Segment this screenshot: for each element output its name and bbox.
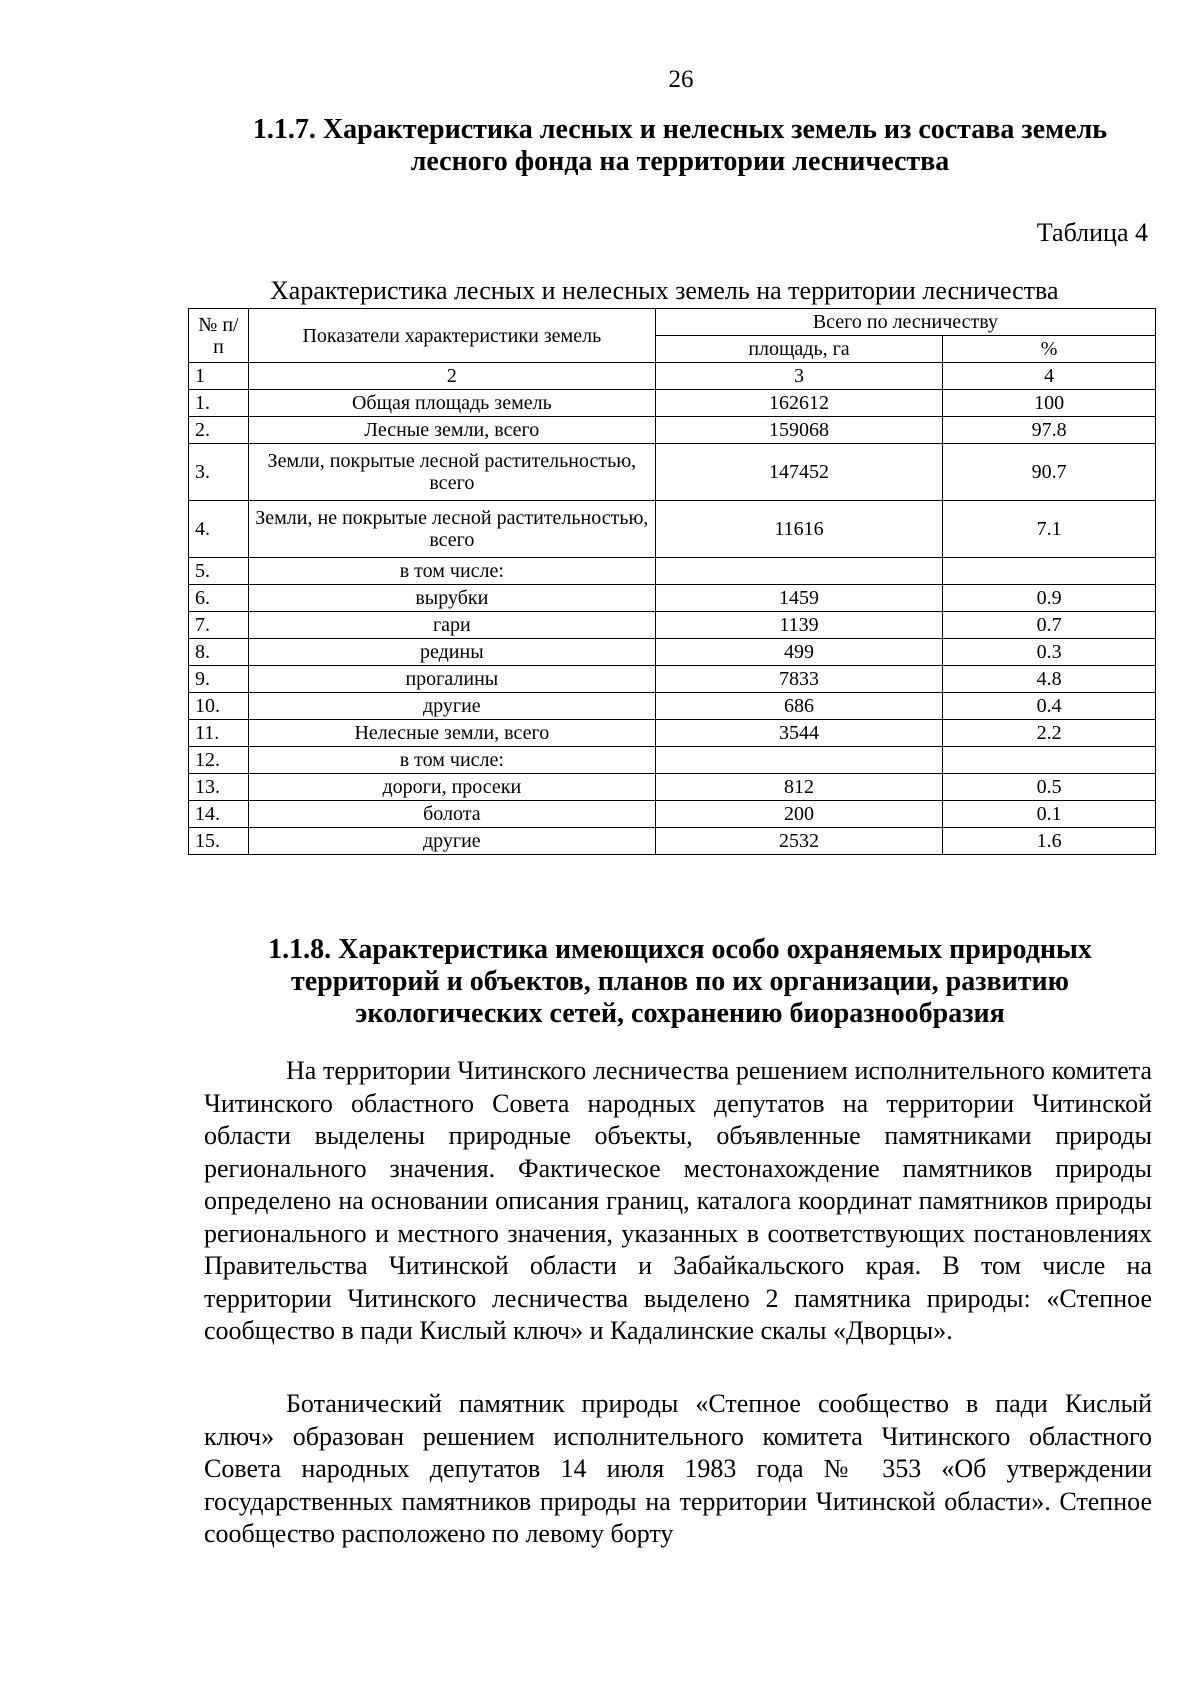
row-number-cell: 12. (189, 747, 249, 774)
row-number-cell: 1. (189, 390, 249, 417)
indicator-cell: Земли, покрытые лесной растительностью, всего (248, 444, 655, 501)
indicator-cell: дороги, просеки (248, 774, 655, 801)
percent-cell: 0.9 (943, 585, 1156, 612)
indicator-cell: вырубки (248, 585, 655, 612)
percent-cell: 4.8 (943, 666, 1156, 693)
percent-cell: 0.5 (943, 774, 1156, 801)
percent-cell: 100 (943, 390, 1156, 417)
section-heading-1-1-8 (250, 934, 1110, 1030)
indicator-cell: другие (248, 693, 655, 720)
paragraph-text: На территории Читинского лесничества решением исполнительного комитета Читинского областного Совета народных депутатов на территории Читинской области выделены природные объекты, объявленные памятниками природы регионального значения. Фактическое местонахождение памятников природы определено на основании описания границ, каталога координат памятников природы регионального и местного значения, указанных в соответствующих постановлениях Правительства Читинской области и Забайкальского края. В том числе на территории Читинского лесничества выделено 2 памятника природы: «Степное сообщество в пади Кислый ключ» и Кадалинские скалы «Дворцы». (204, 1056, 1152, 1345)
row-number-cell: 4. (189, 501, 249, 558)
section-heading-line: лесного фонда на территории лесничества (410, 146, 950, 177)
table-row (189, 720, 1156, 747)
section-heading-line: территорий и объектов, планов по их организации, развитию (290, 966, 1070, 997)
section-heading-line: экологических сетей, сохранению биоразнообразия (355, 998, 1005, 1029)
percent-cell: 0.3 (943, 639, 1156, 666)
percent-cell: 7.1 (943, 501, 1156, 558)
row-number-cell: 9. (189, 666, 249, 693)
table-row (189, 693, 1156, 720)
area-cell: 159068 (655, 417, 942, 444)
percent-cell (943, 747, 1156, 774)
table-row (189, 585, 1156, 612)
column-number-row (189, 363, 1156, 390)
row-number-cell: 13. (189, 774, 249, 801)
area-cell (655, 747, 942, 774)
table-row (189, 558, 1156, 585)
indicator-cell: редины (248, 639, 655, 666)
column-number: 3 (655, 363, 942, 390)
area-cell: 1139 (655, 612, 942, 639)
table-row (189, 801, 1156, 828)
table-caption: Характеристика лесных и нелесных земель на территории лесничества (270, 276, 1059, 305)
indicator-cell: болота (248, 801, 655, 828)
paragraph-text: Ботанический памятник природы «Степное сообщество в пади Кислый ключ» образован решением исполнительного комитета Читинского областного Совета народных депутатов 14 июля 1983 года № 353 «Об утверждении государственных памятников природы на территории Читинской области». Степное сообщество расположено по левому борту (204, 1389, 1152, 1548)
area-cell (655, 558, 942, 585)
row-number-cell: 5. (189, 558, 249, 585)
table-row (189, 747, 1156, 774)
row-number-cell: 7. (189, 612, 249, 639)
body-paragraph (204, 1055, 1152, 1348)
column-number: 1 (189, 363, 249, 390)
area-cell: 147452 (655, 444, 942, 501)
section-heading-1-1-7 (230, 114, 1130, 178)
indicator-cell: другие (248, 828, 655, 855)
indicator-cell: прогалины (248, 666, 655, 693)
row-number-cell: 3. (189, 444, 249, 501)
table-row (189, 774, 1156, 801)
table-row (189, 390, 1156, 417)
area-cell: 686 (655, 693, 942, 720)
row-number-cell: 6. (189, 585, 249, 612)
header-indicator: Показатели характеристики земель (248, 309, 655, 363)
header-num: № п/п (189, 309, 249, 363)
table-body (189, 390, 1156, 855)
row-number-cell: 8. (189, 639, 249, 666)
area-cell: 812 (655, 774, 942, 801)
area-cell: 2532 (655, 828, 942, 855)
percent-cell: 0.7 (943, 612, 1156, 639)
area-cell: 162612 (655, 390, 942, 417)
indicator-cell: гари (248, 612, 655, 639)
row-number-cell: 10. (189, 693, 249, 720)
area-cell: 7833 (655, 666, 942, 693)
page-number: 26 (668, 66, 694, 93)
area-cell: 3544 (655, 720, 942, 747)
table-row (189, 501, 1156, 558)
table-row (189, 828, 1156, 855)
header-percent: % (943, 336, 1156, 363)
percent-cell: 97.8 (943, 417, 1156, 444)
indicator-cell: в том числе: (248, 747, 655, 774)
table-header-row (189, 309, 1156, 336)
area-cell: 200 (655, 801, 942, 828)
column-number: 4 (943, 363, 1156, 390)
indicator-cell: Нелесные земли, всего (248, 720, 655, 747)
table-row (189, 639, 1156, 666)
percent-cell: 90.7 (943, 444, 1156, 501)
table-row (189, 444, 1156, 501)
section-heading-line: 1.1.7. Характеристика лесных и нелесных земель из состава земель (252, 114, 1108, 145)
indicator-cell: Лесные земли, всего (248, 417, 655, 444)
land-characteristics-table (188, 308, 1156, 855)
percent-cell: 0.4 (943, 693, 1156, 720)
area-cell: 11616 (655, 501, 942, 558)
indicator-cell: Земли, не покрытые лесной растительностью, всего (248, 501, 655, 558)
header-total: Всего по лесничеству (655, 309, 1155, 336)
indicator-cell: в том числе: (248, 558, 655, 585)
indicator-cell: Общая площадь земель (248, 390, 655, 417)
percent-cell: 1.6 (943, 828, 1156, 855)
section-heading-line: 1.1.8. Характеристика имеющихся особо охраняемых природных (268, 934, 1092, 965)
column-number: 2 (248, 363, 655, 390)
table-row (189, 666, 1156, 693)
area-cell: 1459 (655, 585, 942, 612)
row-number-cell: 14. (189, 801, 249, 828)
percent-cell (943, 558, 1156, 585)
area-cell: 499 (655, 639, 942, 666)
row-number-cell: 15. (189, 828, 249, 855)
row-number-cell: 11. (189, 720, 249, 747)
header-area: площадь, га (655, 336, 942, 363)
row-number-cell: 2. (189, 417, 249, 444)
percent-cell: 0.1 (943, 801, 1156, 828)
body-paragraph (204, 1388, 1152, 1551)
table-row (189, 612, 1156, 639)
table-label: Таблица 4 (1036, 218, 1148, 247)
table-row (189, 417, 1156, 444)
percent-cell: 2.2 (943, 720, 1156, 747)
